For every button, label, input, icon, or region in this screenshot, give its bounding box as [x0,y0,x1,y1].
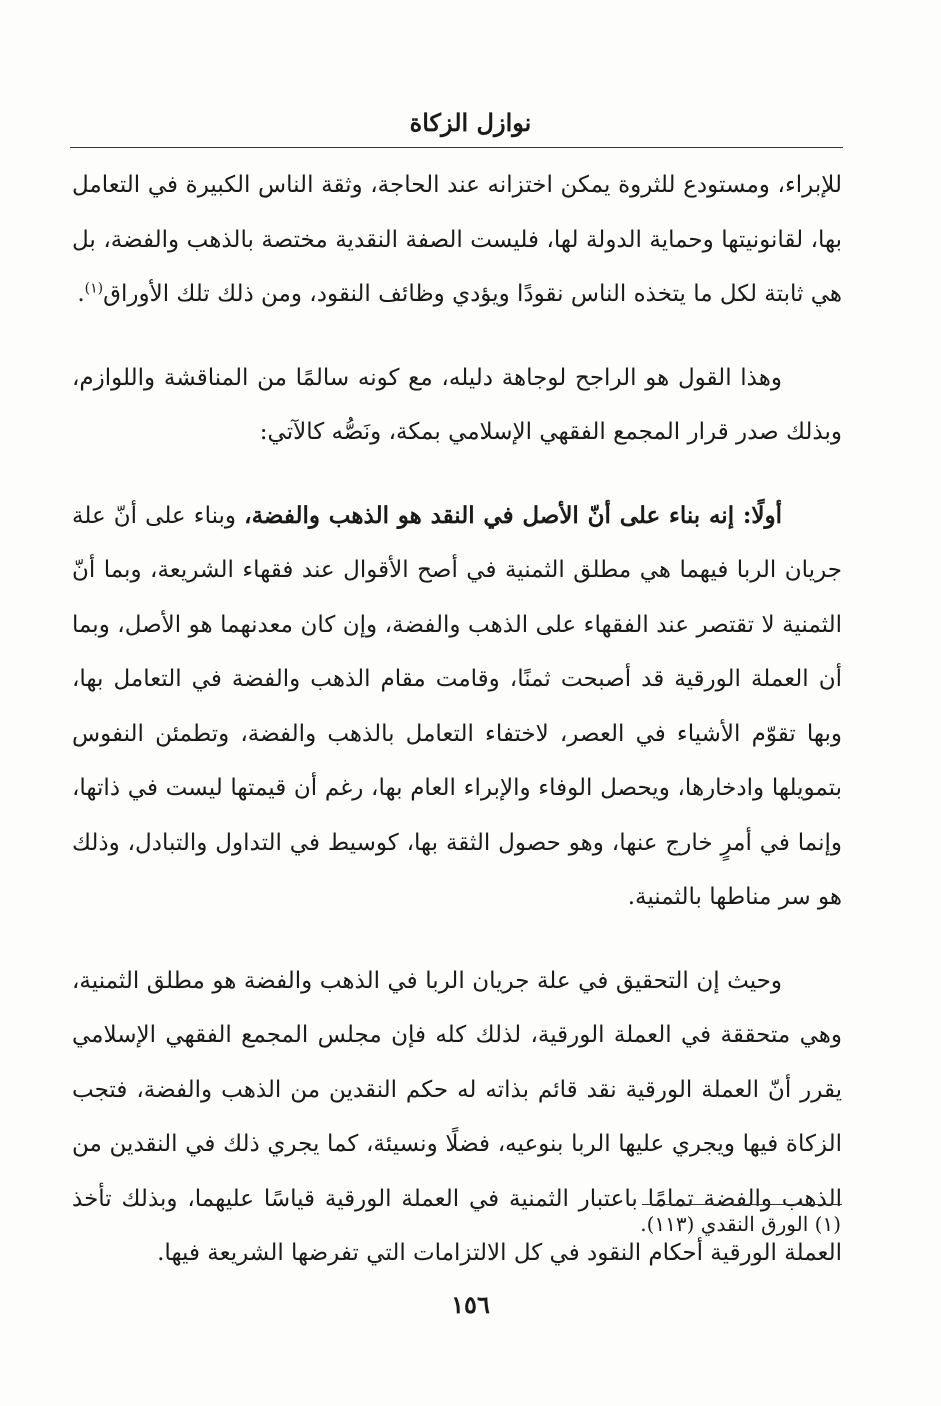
paragraph-1-end: . [77,281,85,307]
paragraph-2: وهذا القول هو الراجح لوجاهة دليله، مع كونه سالمًا من المناقشة واللوازم، وبذلك صدر قرار المجمع الفقهي الإسلامي بمكة، ونَصُّه كالآتي: [72,364,842,445]
paragraph-3-text: وبناء على أنّ علة جريان الربا فيهما هي مطلق الثمنية في أصح الأقوال عند فقهاء الشريعة، وبما أنّ الثمنية لا تقتصر عند الفقهاء على الذهب والفضة، وإن كان معدنهما هو الأصل، وبما أن العملة الورقية قد أصبحت ثمنًا، وقامت مقام الذهب والفضة في التعامل بها، وبها تقوّم الأشياء في العصر، لاختفاء التعامل بالذهب والفضة، وتطمئن النفوس بتمويلها وادخارها، ويحصل الوفاء والإبراء العام بها، رغم أن قيمتها ليست في ذاتها، وإنما في أمرٍ خارج عنها، وهو حصول الثقة بها، كوسيط في التداول والتبادل، وذلك هو سر مناطها بالثمنية. [72,502,842,910]
running-header-title: نوازل الزكاة [409,108,532,137]
page-number: ١٥٦ [451,1290,490,1319]
body-text [72,158,842,1281]
paragraph-1 [72,158,842,322]
footnote-rule [642,1204,842,1205]
footnote: (١) الورق النقدي (١١٣). [640,1212,841,1236]
paragraph-4: وحيث إن التحقيق في علة جريان الربا في الذهب والفضة هو مطلق الثمنية، وهي متحققة في العملة الورقية، لذلك كله فإن مجلس المجمع الفقهي الإسلامي يقرر أنّ العملة الورقية نقد قائم بذاته له حكم النقدين من الذهب والفضة، فتجب الزكاة فيها ويجري عليها الربا بنوعيه، فضلًا ونسيئة، كما يجري ذلك في النقدين من الذهب والفضة تمامًا باعتبار الثمنية في العملة الورقية قياسًا عليهما، وبذلك تأخذ العملة الورقية أحكام النقود في كل الالتزامات التي تفرضها الشريعة فيها. [72,967,842,1266]
paragraph-3-lead: أولًا: إنه بناء على أنّ الأصل في النقد هو الذهب والفضة، [244,501,782,529]
paragraph-3 [72,489,842,925]
paragraph-1-text: للإبراء، ومستودع للثروة يمكن اختزانه عند الحاجة، وثقة الناس الكبيرة في التعامل بها، لقانونيتها وحماية الدولة لها، فليست الصفة النقدية مختصة بالذهب والفضة، بل هي ثابتة لكل ما يتخذه الناس نقودًا ويؤدي وظائف النقود، ومن ذلك تلك الأوراق [72,172,842,307]
footnote-reference[interactable]: (١) [84,280,104,297]
header-rule [70,147,843,148]
